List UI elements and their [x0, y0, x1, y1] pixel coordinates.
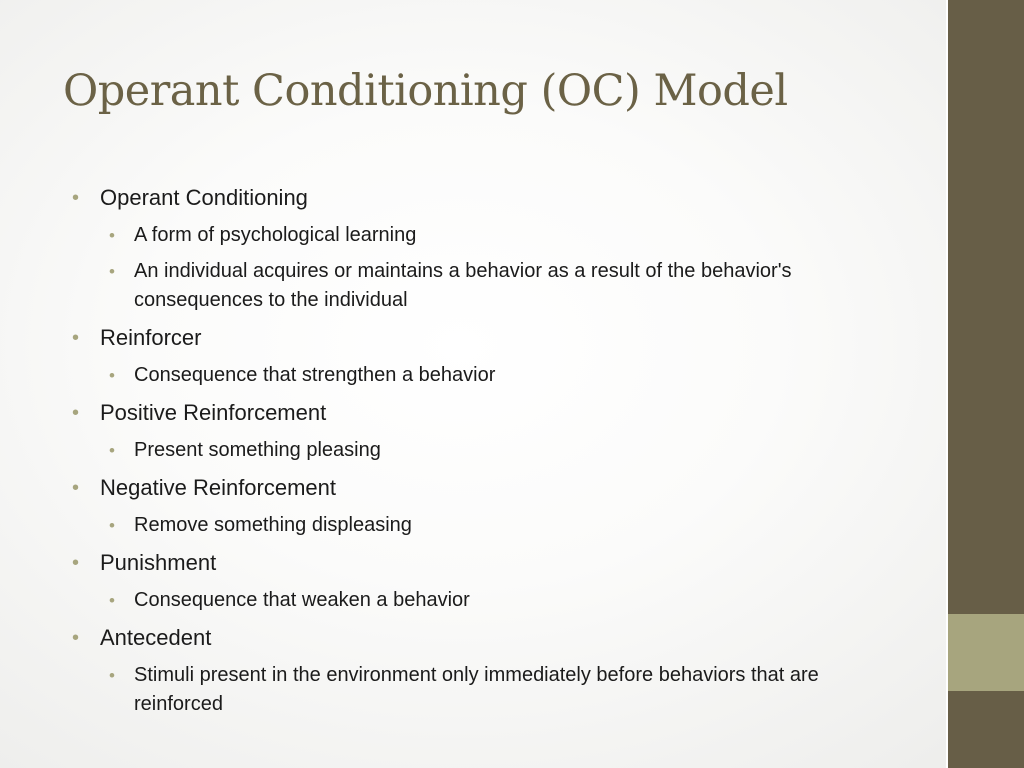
sub-bullet-list	[100, 586, 872, 615]
bullet-text: Punishment	[100, 550, 217, 575]
bullet-item	[72, 399, 872, 465]
sub-bullet-list	[100, 661, 872, 719]
side-accent-block	[948, 614, 1024, 691]
bullet-text: Antecedent	[100, 625, 212, 650]
sub-bullet-list	[100, 221, 872, 315]
sub-bullet-list	[100, 361, 872, 390]
bullet-item	[72, 184, 872, 315]
bullet-text: Positive Reinforcement	[100, 400, 327, 425]
bullet-item	[72, 324, 872, 390]
sub-bullet-list	[100, 511, 872, 540]
bullet-item	[72, 624, 872, 719]
slide-title: Operant Conditioning (OC) Model	[63, 66, 788, 116]
slide-content	[72, 184, 872, 728]
sub-bullet-item: • Stimuli present in the environment only immediately before behaviors that are reinforced	[100, 661, 872, 719]
sub-bullet-list	[100, 436, 872, 465]
sub-bullet-item: • An individual acquires or maintains a behavior as a result of the behavior's consequences to the individual	[100, 257, 872, 315]
bullet-text: Negative Reinforcement	[100, 475, 337, 500]
bullet-text: Operant Conditioning	[100, 185, 308, 210]
sub-bullet-item: • Consequence that strengthen a behavior	[100, 361, 872, 390]
bullet-item	[72, 474, 872, 540]
bullet-text: Reinforcer	[100, 325, 202, 350]
sub-bullet-item: • Present something pleasing	[100, 436, 872, 465]
sub-bullet-item: • Remove something displeasing	[100, 511, 872, 540]
sub-bullet-item: • Consequence that weaken a behavior	[100, 586, 872, 615]
sub-bullet-item: • A form of psychological learning	[100, 221, 872, 250]
bullet-list	[72, 184, 872, 719]
bullet-item	[72, 549, 872, 615]
